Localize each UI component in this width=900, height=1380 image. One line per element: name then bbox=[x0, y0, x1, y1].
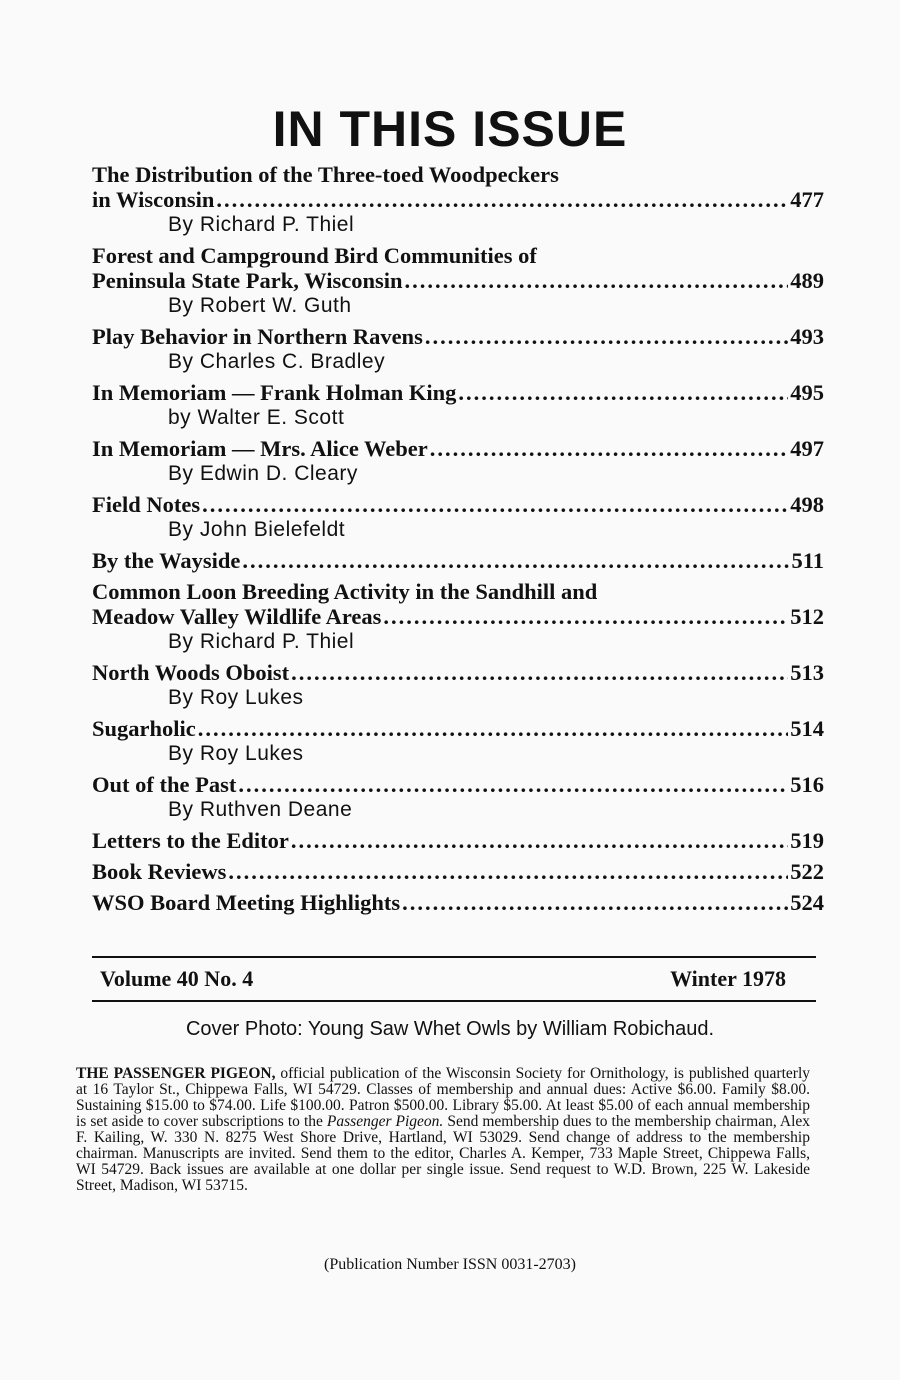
toc-page-number: 498 bbox=[790, 492, 824, 517]
toc-title-line bbox=[92, 579, 824, 604]
toc-author: By Ruthven Deane bbox=[168, 798, 353, 821]
cover-photo-credit: Cover Photo: Young Saw Whet Owls by William Robichaud. bbox=[185, 1018, 715, 1040]
publication-text: official publication of the Wisconsin Society for Ornithology, is published quarterly at 16 Taylor St., Chippewa Falls, WI 54729. Classes of membership and annual dues: Active $6.00. Family $8.00. Sustaining $15.00 to $74.00. Life $100.00. Patron $500.00. Library $5.00. At least $5.00 of each annual membership is set aside to cover subscriptions to the bbox=[76, 1065, 810, 1130]
toc-page-number: 514 bbox=[790, 716, 824, 741]
volume-line bbox=[92, 958, 816, 1000]
page-title: IN THIS ISSUE bbox=[272, 101, 628, 157]
dot-leader bbox=[458, 380, 788, 405]
toc-title: Play Behavior in Northern Ravens bbox=[92, 324, 423, 349]
toc-author: By Charles C. Bradley bbox=[168, 350, 386, 373]
toc-page-number: 493 bbox=[790, 324, 824, 349]
toc-page-number: 477 bbox=[790, 187, 824, 212]
table-of-contents bbox=[92, 162, 824, 921]
toc-title: WSO Board Meeting Highlights bbox=[92, 890, 401, 915]
divider bbox=[92, 1000, 816, 1002]
toc-entry[interactable] bbox=[92, 890, 824, 915]
toc-page-number: 497 bbox=[790, 436, 824, 461]
toc-title-line bbox=[92, 772, 824, 797]
toc-title-line bbox=[92, 380, 824, 405]
toc-page-number: 516 bbox=[790, 772, 824, 797]
dot-leader bbox=[216, 187, 788, 212]
toc-title: Field Notes bbox=[92, 492, 201, 517]
toc-title: Meadow Valley Wildlife Areas bbox=[92, 604, 382, 629]
issue-season: Winter 1978 bbox=[670, 966, 786, 991]
toc-entry[interactable] bbox=[92, 772, 824, 822]
toc-title-line bbox=[92, 604, 824, 629]
toc-title-line bbox=[92, 162, 824, 187]
toc-title: Out of the Past bbox=[92, 772, 237, 797]
dot-leader bbox=[430, 436, 788, 461]
toc-page-number: 524 bbox=[790, 890, 824, 915]
toc-entry[interactable] bbox=[92, 380, 824, 430]
dot-leader bbox=[402, 890, 788, 915]
toc-entry[interactable] bbox=[92, 324, 824, 374]
toc-entry[interactable] bbox=[92, 436, 824, 486]
toc-title: Letters to the Editor bbox=[92, 828, 289, 853]
toc-title: By the Wayside bbox=[92, 548, 241, 573]
toc-title: In Memoriam — Mrs. Alice Weber bbox=[92, 436, 428, 461]
toc-page-number: 522 bbox=[790, 859, 824, 884]
toc-author: By Richard P. Thiel bbox=[168, 630, 355, 653]
toc-entry[interactable] bbox=[92, 828, 824, 853]
toc-entry[interactable] bbox=[92, 579, 824, 654]
toc-author: By John Bielefeldt bbox=[168, 518, 346, 541]
toc-title: Forest and Campground Bird Communities of bbox=[92, 243, 537, 268]
toc-entry[interactable] bbox=[92, 162, 824, 237]
toc-author: By Roy Lukes bbox=[168, 686, 304, 709]
dot-leader bbox=[242, 548, 789, 573]
toc-page-number: 519 bbox=[790, 828, 824, 853]
journal-name: Passenger Pigeon. bbox=[326, 1113, 444, 1130]
toc-author: By Richard P. Thiel bbox=[168, 213, 355, 236]
toc-title-line bbox=[92, 716, 824, 741]
toc-entry[interactable] bbox=[92, 859, 824, 884]
toc-title-line bbox=[92, 890, 824, 915]
toc-title: Sugarholic bbox=[92, 716, 196, 741]
toc-page-number: 495 bbox=[790, 380, 824, 405]
toc-title-line bbox=[92, 243, 824, 268]
publication-text: Send membership dues to the membership chairman, Alex F. Kailing, W. 330 N. 8275 West Shore Drive, Hartland, WI 53029. Send change of address to the membership chairman. Manuscripts are invited. Send them to the editor, Charles A. Kemper, 733 Maple Street, Chippewa Falls, WI 54729. Back issues are available at one dollar per single issue. Send request to W.D. Brown, 225 W. Lakeside Street, Madison, WI 53715. bbox=[76, 1113, 811, 1194]
toc-author: By Robert W. Guth bbox=[168, 294, 352, 317]
toc-author: by Walter E. Scott bbox=[168, 406, 345, 429]
toc-title: In Memoriam — Frank Holman King bbox=[92, 380, 457, 405]
toc-title: Peninsula State Park, Wisconsin bbox=[92, 268, 403, 293]
toc-page-number: 489 bbox=[790, 268, 824, 293]
toc-title-line bbox=[92, 436, 824, 461]
toc-title: Book Reviews bbox=[92, 859, 227, 884]
toc-title-line bbox=[92, 187, 824, 212]
volume-block bbox=[92, 956, 816, 1002]
dot-leader bbox=[291, 828, 788, 853]
dot-leader bbox=[198, 716, 788, 741]
toc-page-number: 512 bbox=[790, 604, 824, 629]
dot-leader bbox=[383, 604, 788, 629]
toc-author: By Roy Lukes bbox=[168, 742, 304, 765]
toc-entry[interactable] bbox=[92, 660, 824, 710]
dot-leader bbox=[291, 660, 788, 685]
toc-author: By Edwin D. Cleary bbox=[168, 462, 358, 485]
toc-entry[interactable] bbox=[92, 243, 824, 318]
toc-title-line bbox=[92, 859, 824, 884]
toc-title-line bbox=[92, 548, 824, 573]
toc-title: in Wisconsin bbox=[92, 187, 215, 212]
publication-name: THE PASSENGER PIGEON, bbox=[76, 1065, 276, 1082]
dot-leader bbox=[425, 324, 788, 349]
toc-title-line bbox=[92, 324, 824, 349]
dot-leader bbox=[238, 772, 788, 797]
toc-entry[interactable] bbox=[92, 492, 824, 542]
issn-line: (Publication Number ISSN 0031-2703) bbox=[324, 1256, 576, 1273]
dot-leader bbox=[202, 492, 788, 517]
publication-notice bbox=[76, 1066, 810, 1194]
toc-title-line bbox=[92, 828, 824, 853]
toc-page-number: 513 bbox=[790, 660, 824, 685]
toc-title-line bbox=[92, 492, 824, 517]
toc-entry[interactable] bbox=[92, 716, 824, 766]
toc-title: Common Loon Breeding Activity in the Sandhill and bbox=[92, 579, 598, 604]
toc-title: The Distribution of the Three-toed Woodpeckers bbox=[92, 162, 559, 187]
toc-title-line bbox=[92, 660, 824, 685]
volume-number: Volume 40 No. 4 bbox=[100, 966, 254, 991]
toc-title-line bbox=[92, 268, 824, 293]
toc-page-number: 511 bbox=[791, 548, 824, 573]
dot-leader bbox=[404, 268, 788, 293]
toc-title: North Woods Oboist bbox=[92, 660, 290, 685]
toc-entry[interactable] bbox=[92, 548, 824, 573]
dot-leader bbox=[228, 859, 788, 884]
